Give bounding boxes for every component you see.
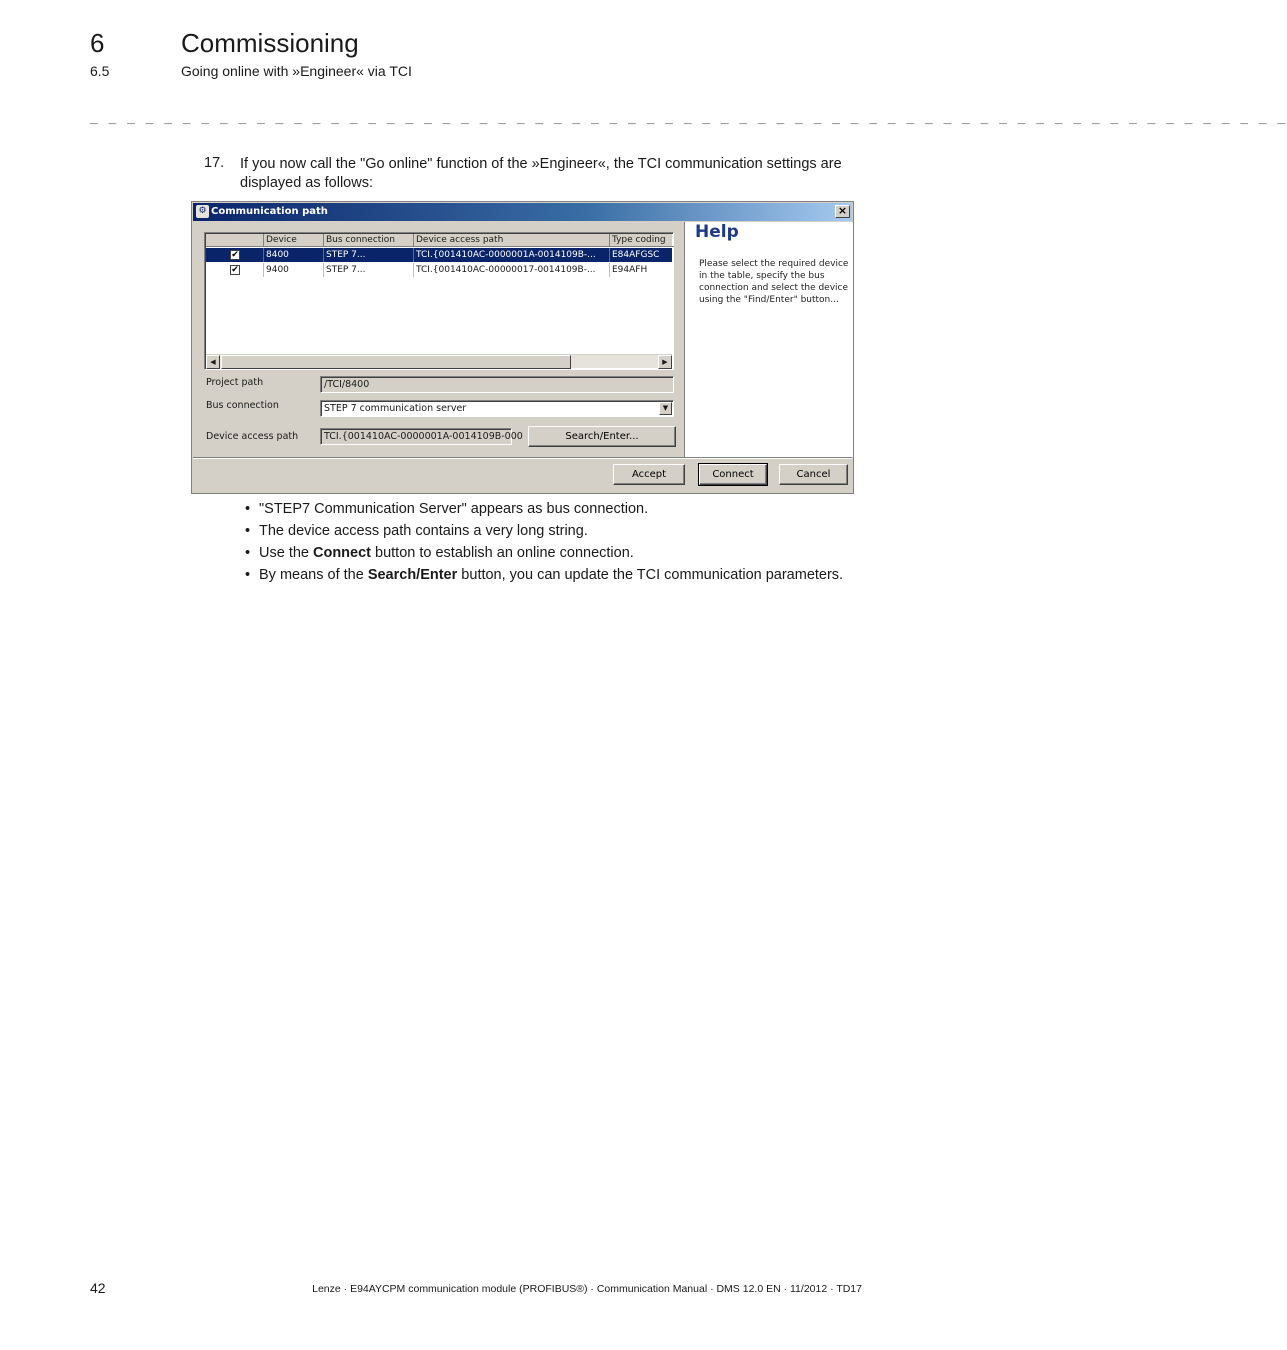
bullet-bold: Search/Enter <box>367 567 458 583</box>
bullet-list <box>245 499 845 587</box>
column-header-device[interactable]: Device <box>264 234 324 247</box>
section-title: Going online with »Engineer« via TCI <box>181 63 412 79</box>
bullet-text: The device access path contains a very long string. <box>259 523 588 539</box>
chapter-title: Commissioning <box>181 28 359 58</box>
chapter-number: 6 <box>90 28 105 58</box>
horizontal-scrollbar[interactable] <box>206 354 672 368</box>
footer-text: Lenze · E94AYCPM communication module (PROFIBUS®) · Communication Manual · DMS 12.0 EN · 11/2012 · TD17 <box>312 1283 862 1295</box>
list-item <box>245 521 845 541</box>
row-device: 9400 <box>264 263 324 277</box>
close-icon[interactable]: × <box>835 205 850 218</box>
list-item <box>245 565 845 585</box>
column-header-check[interactable] <box>206 234 264 247</box>
row-bus: STEP 7... <box>324 263 414 277</box>
header-rule: _ _ _ _ _ _ _ _ _ _ _ _ _ _ _ _ _ _ _ _ _ _ _ _ _ _ _ _ _ _ _ _ _ _ _ _ _ _ _ _ _ _ _ _ _ _ _ _ _ _ _ _ _ _ _ _ _ _ _ _ _ _ _ _ _ <box>90 110 1287 125</box>
project-path-label: Project path <box>206 377 264 388</box>
search-enter-button[interactable]: Search/Enter... <box>528 426 676 447</box>
row-check-cell <box>206 248 264 262</box>
row-check-cell <box>206 263 264 277</box>
table-row[interactable] <box>206 263 672 277</box>
bullet-text: button to establish an online connection. <box>371 545 634 561</box>
bullet-icon: • <box>245 523 251 539</box>
bullet-icon: • <box>245 501 251 517</box>
bullet-icon: • <box>245 545 251 561</box>
help-pane <box>684 222 853 457</box>
column-header-type[interactable]: Type coding <box>610 234 674 247</box>
chevron-down-icon[interactable]: ▼ <box>659 402 672 415</box>
cancel-button[interactable]: Cancel <box>779 464 848 485</box>
help-text: Please select the required device in the table, specify the bus connection and select the device using the "Find/Enter" button... <box>699 259 849 305</box>
section-number: 6.5 <box>90 63 110 79</box>
device-access-field: TCI.{001410AC-0000001A-0014109B-000 <box>320 428 512 445</box>
accept-button[interactable]: Accept <box>613 464 685 485</box>
bullet-text: "STEP7 Communication Server" appears as bus connection. <box>259 501 649 517</box>
bullet-icon: • <box>245 567 251 583</box>
connect-button[interactable]: Connect <box>699 464 767 485</box>
column-header-path[interactable]: Device access path <box>414 234 610 247</box>
bus-connection-label: Bus connection <box>206 400 279 411</box>
bullet-text: button, you can update the TCI communication parameters. <box>457 567 844 583</box>
scroll-left-icon[interactable]: ◀ <box>206 355 220 369</box>
device-access-label: Device access path <box>206 431 299 442</box>
app-icon: ⚙ <box>196 205 209 218</box>
row-type: E94AFH <box>612 265 648 275</box>
step-text: If you now call the "Go online" function of the »Engineer«, the TCI communication settings are displayed as follows: <box>240 156 842 191</box>
communication-path-dialog <box>191 201 854 494</box>
dialog-titlebar <box>193 203 852 221</box>
bullet-text: Use the <box>259 545 313 561</box>
page-number: 42 <box>90 1280 106 1296</box>
bus-connection-select[interactable] <box>320 400 674 417</box>
bus-connection-value: STEP 7 communication server <box>324 403 467 414</box>
list-item <box>245 499 845 519</box>
row-path: TCI.{001410AC-0000001A-0014109B-... <box>414 248 610 262</box>
row-checkbox[interactable]: ✔ <box>231 265 239 275</box>
scroll-thumb[interactable] <box>221 355 571 369</box>
device-table <box>204 232 674 370</box>
row-type: E84AFGSC <box>612 250 660 260</box>
bullet-bold: Connect <box>313 545 371 561</box>
list-item <box>245 543 845 563</box>
table-row[interactable] <box>206 248 672 262</box>
dialog-title: Communication path <box>211 206 328 217</box>
column-header-bus[interactable]: Bus connection <box>324 234 414 247</box>
row-device: 8400 <box>264 248 324 262</box>
bullet-text: By means of the <box>259 567 368 583</box>
project-path-field: /TCI/8400 <box>320 376 674 393</box>
help-title: Help <box>695 222 739 242</box>
row-bus: STEP 7... <box>324 248 414 262</box>
row-path: TCI.{001410AC-00000017-0014109B-... <box>414 263 610 277</box>
scroll-right-icon[interactable]: ▶ <box>658 355 672 369</box>
row-checkbox[interactable]: ✔ <box>231 250 239 260</box>
table-header <box>206 234 672 247</box>
step-number: 17. <box>204 155 225 171</box>
